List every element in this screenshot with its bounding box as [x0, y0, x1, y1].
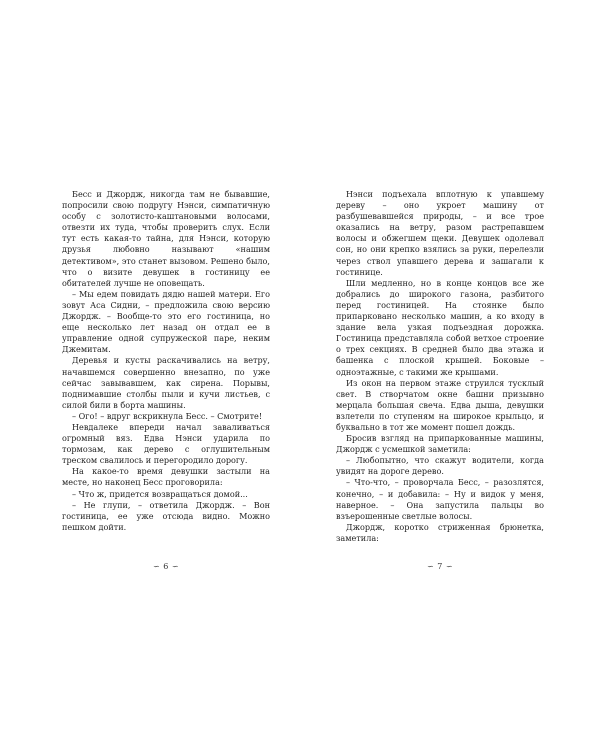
left-paragraph-1: Бесс и Джордж, никогда там не бывавшие, попросили свою подругу Нэнси, симпатичную особу с золотисто-каштановыми волосами, отвезти их туда, чтобы проверить слух. Если тут есть какая-то тайна, для Нэнси, которую друзья любовно называют «нашим детективом», это станет вызовом. Решено было, что о визите девушек в гостиницу ее обитателей лучше не оповещать.	[62, 189, 270, 288]
left-page	[62, 189, 270, 533]
left-paragraph-3: Деревья и кусты раскачивались на ветру, начавшемся совершенно внезапно, по уже сейчас завывавшем, как сирена. Порывы, поднимавшие столбы пыли и кучи листьев, с силой били в борта машины.	[62, 355, 270, 410]
right-paragraph-5: – Любопытно, что скажут водители, когда увидят на дороге дерево.	[336, 455, 544, 477]
right-paragraph-7: Джордж, коротко стриженная брюнетка, заметила:	[336, 521, 544, 543]
right-paragraph-6: – Что-что, – проворчала Бесс, – разозлятся, конечно, – и добавила: – Ну и видок у меня, наверное. – Она запустила пальцы во взъерошенные светлые волосы.	[336, 477, 544, 521]
left-paragraph-5: Невдалеке впереди начал заваливаться огромный вяз. Едва Нэнси ударила по тормозам, как дерево с оглушительным треском свалилось и перегородило дорогу.	[62, 421, 270, 466]
left-paragraph-7: – Что ж, придется возвращаться домой...	[72, 488, 248, 499]
right-paragraph-1: Нэнси подъехала вплотную к упавшему дереву – оно укроет машину от разбушевавшейся природы, – и все трое оказались на ветру, разом растрепавшем волосы и обжегшем щеки. Девушек одолевал сон, но они крепко взялись за руки, перелезли через ствол упавшего дерева и зашагали к гостинице.	[336, 189, 544, 277]
right-paragraph-4: Бросив взгляд на припаркованные машины, Джордж с усмешкой заметила:	[336, 433, 544, 455]
left-paragraph-8: – Не глупи, – ответила Джордж. – Вон гостиница, ее уже отсюда видно. Можно пешком дойти.	[62, 499, 270, 532]
right-paragraph-2: Шли медленно, но в конце концов все же добрались до широкого газона, разбитого перед гостиницей. На стоянке было припарковано несколько машин, а ко входу в здание вела узкая подъездная дорожка. Гостиница представляла собой ветхое строение о трех секциях. В средней было два этажа и башенка с плоской крышей. Боковые – одноэтажные, с такими же крышами.	[336, 277, 544, 377]
left-paragraph-4: – Ого! – вдруг вскрикнула Бесс. – Смотрите!	[72, 410, 263, 421]
right-page	[336, 189, 544, 544]
left-paragraph-6: На какое-то время девушки застыли на месте, но наконец Бесс проговорила:	[62, 466, 270, 488]
right-paragraph-3: Из окон на первом этаже струился тусклый свет. В створчатом окне башни призывно мерцала большая свеча. Едва дыша, девушки взлетели по ступеням на широкое крыльцо, и буквально в тот же момент пошел дождь.	[336, 377, 544, 432]
left-paragraph-2: – Мы едем повидать дядю нашей матери. Его зовут Аса Сидни, – предложила свою версию Джордж. – Вообще-то это его гостиница, но еще несколько лет назад он отдал ее в управление одной супружеской паре, неким Джемитам.	[62, 288, 270, 355]
page-number-right: ∽ 7 ∽	[426, 562, 454, 571]
page-number-left: ∽ 6 ∽	[152, 562, 180, 571]
